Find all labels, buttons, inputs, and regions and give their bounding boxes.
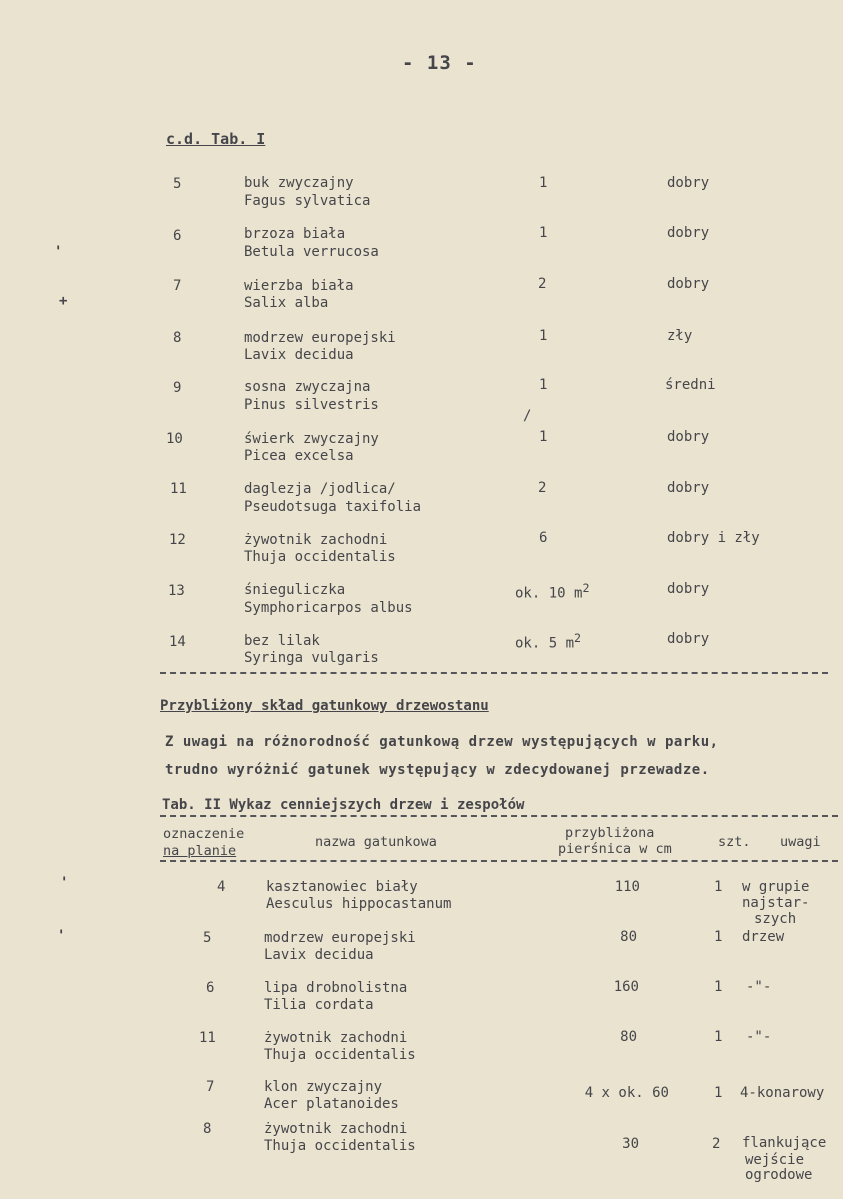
species-polish-name: bez lilak: [244, 633, 320, 649]
trunk-diameter: 80: [620, 929, 637, 945]
tree-count: 2: [712, 1136, 721, 1152]
condition: dobry: [667, 175, 710, 191]
table-2-title: Tab. II Wykaz cenniejszych drzew i zespołów: [162, 797, 525, 813]
species-polish-name: modrzew europejski: [244, 330, 396, 346]
plan-marker: 7: [206, 1079, 215, 1095]
species-polish-name: klon zwyczajny: [264, 1079, 383, 1095]
table-1-row-number: 7: [173, 278, 182, 294]
quantity-exponent: 2: [582, 581, 590, 595]
species-polish-name: żywotnik zachodni: [264, 1030, 408, 1046]
note-line: flankujące: [742, 1135, 827, 1151]
species-polish-name: świerk zwyczajny: [244, 431, 379, 447]
trunk-diameter: 110: [614, 879, 640, 895]
quantity-value: ok. 5 m: [515, 635, 575, 652]
margin-mark: ': [57, 928, 66, 944]
species-polish-name: modrzew europejski: [264, 930, 416, 946]
quantity: 1: [539, 175, 548, 191]
species-latin-name: Acer platanoides: [264, 1096, 399, 1112]
quantity: 6: [539, 530, 548, 546]
trunk-diameter: 80: [620, 1029, 637, 1045]
page-number: - 13 -: [402, 52, 477, 74]
table-continuation-label: c.d. Tab. I: [166, 130, 266, 148]
species-polish-name: wierzba biała: [244, 278, 354, 294]
condition: zły: [667, 328, 693, 344]
species-latin-name: Syringa vulgaris: [244, 650, 379, 666]
plan-marker: 11: [199, 1030, 216, 1046]
note-line: -"-: [746, 979, 772, 995]
section-heading: Przybliżony skład gatunkowy drzewostanu: [160, 698, 489, 714]
species-polish-name: kasztanowiec biały: [266, 879, 418, 895]
species-latin-name: Symphoricarpos albus: [244, 600, 413, 616]
quantity: 2: [538, 480, 547, 496]
species-polish-name: żywotnik zachodni: [264, 1121, 408, 1137]
table-2-top-rule: [160, 815, 838, 817]
quantity-exponent: 2: [574, 631, 582, 645]
margin-mark: +: [59, 293, 68, 309]
condition: dobry: [667, 276, 710, 292]
plan-marker: 6: [206, 980, 215, 996]
species-latin-name: Betula verrucosa: [244, 244, 379, 260]
species-latin-name: Pinus silvestris: [244, 397, 379, 413]
tree-count: 1: [714, 1085, 723, 1101]
table-1-bottom-rule: [160, 672, 828, 674]
condition: dobry: [667, 429, 710, 445]
note-line: wejście: [745, 1152, 805, 1168]
condition: dobry i zły: [667, 530, 760, 546]
table-2-header-rule: [160, 860, 838, 862]
species-latin-name: Thuja occidentalis: [264, 1047, 416, 1063]
table-2-header-marker: oznaczenie: [163, 826, 245, 842]
paragraph-line: trudno wyróżnić gatunek występujący w zdecydowanej przewadze.: [165, 762, 710, 778]
table-1-row-number: 10: [166, 431, 183, 447]
condition: dobry: [667, 225, 710, 241]
species-latin-name: Salix alba: [244, 295, 329, 311]
species-latin-name: Aesculus hippocastanum: [266, 896, 452, 912]
species-latin-name: Fagus sylvatica: [244, 193, 371, 209]
species-latin-name: Tilia cordata: [264, 997, 374, 1013]
species-latin-name: Lavix decidua: [264, 947, 374, 963]
condition: dobry: [667, 581, 710, 597]
tree-count: 1: [714, 879, 723, 895]
species-polish-name: lipa drobnolistna: [264, 980, 408, 996]
tree-count: 1: [714, 979, 723, 995]
species-latin-name: Thuja occidentalis: [264, 1138, 416, 1154]
paragraph-line: Z uwagi na różnorodność gatunkową drzew występujących w parku,: [165, 734, 719, 750]
quantity: [515, 631, 581, 652]
note-line: szych: [754, 911, 797, 927]
quantity: 1: [539, 429, 548, 445]
note-line: w grupie: [742, 879, 810, 895]
table-2-header-qty: szt.: [718, 834, 751, 850]
table-2-header-dbh: przybliżona: [565, 825, 655, 841]
note-line: najstar-: [742, 895, 810, 911]
tree-count: 1: [714, 929, 723, 945]
species-polish-name: buk zwyczajny: [244, 175, 354, 191]
tree-count: 1: [714, 1029, 723, 1045]
quantity: 1: [539, 225, 548, 241]
quantity: [515, 581, 589, 602]
species-latin-name: Picea excelsa: [244, 448, 354, 464]
table-1-row-number: 8: [173, 330, 182, 346]
table-1-row-number: 12: [169, 532, 186, 548]
quantity: 2: [538, 276, 547, 292]
margin-mark: ': [54, 244, 63, 260]
table-1-row-number: 6: [173, 228, 182, 244]
table-2-header-dbh-2: pierśnica w cm: [558, 841, 672, 857]
quantity: 1: [539, 377, 548, 393]
note-line: 4-konarowy: [740, 1085, 825, 1101]
table-1-row-number: 9: [173, 380, 182, 396]
trunk-diameter: 4 x ok. 60: [584, 1085, 669, 1101]
table-2-header-species: nazwa gatunkowa: [315, 834, 437, 850]
stray-ink-mark: /: [523, 408, 532, 424]
plan-marker: 5: [203, 930, 212, 946]
table-1-row-number: 13: [168, 583, 185, 599]
trunk-diameter: 160: [613, 979, 639, 995]
condition: średni: [665, 377, 716, 393]
condition: dobry: [667, 480, 710, 496]
note-line: drzew: [742, 929, 785, 945]
quantity-value: ok. 10 m: [515, 585, 583, 602]
plan-marker: 4: [217, 879, 226, 895]
species-polish-name: żywotnik zachodni: [244, 532, 388, 548]
plan-marker: 8: [203, 1121, 212, 1137]
table-1-row-number: 5: [173, 176, 182, 192]
table-2-header-marker-2: na planie: [163, 843, 237, 859]
note-line: -"-: [746, 1029, 772, 1045]
species-latin-name: Pseudotsuga taxifolia: [244, 499, 422, 515]
species-latin-name: Thuja occidentalis: [244, 549, 396, 565]
table-2-header-notes: uwagi: [780, 834, 821, 850]
species-latin-name: Lavix decidua: [244, 347, 354, 363]
condition: dobry: [667, 631, 710, 647]
table-1-row-number: 11: [170, 481, 187, 497]
trunk-diameter: 30: [622, 1136, 639, 1152]
table-1-row-number: 14: [169, 634, 186, 650]
margin-mark: ': [60, 875, 69, 891]
species-polish-name: daglezja /jodlica/: [244, 481, 396, 497]
note-line: ogrodowe: [745, 1167, 813, 1183]
species-polish-name: sosna zwyczajna: [244, 379, 371, 395]
quantity: 1: [539, 328, 548, 344]
species-polish-name: brzoza biała: [244, 226, 346, 242]
species-polish-name: śnieguliczka: [244, 582, 346, 598]
